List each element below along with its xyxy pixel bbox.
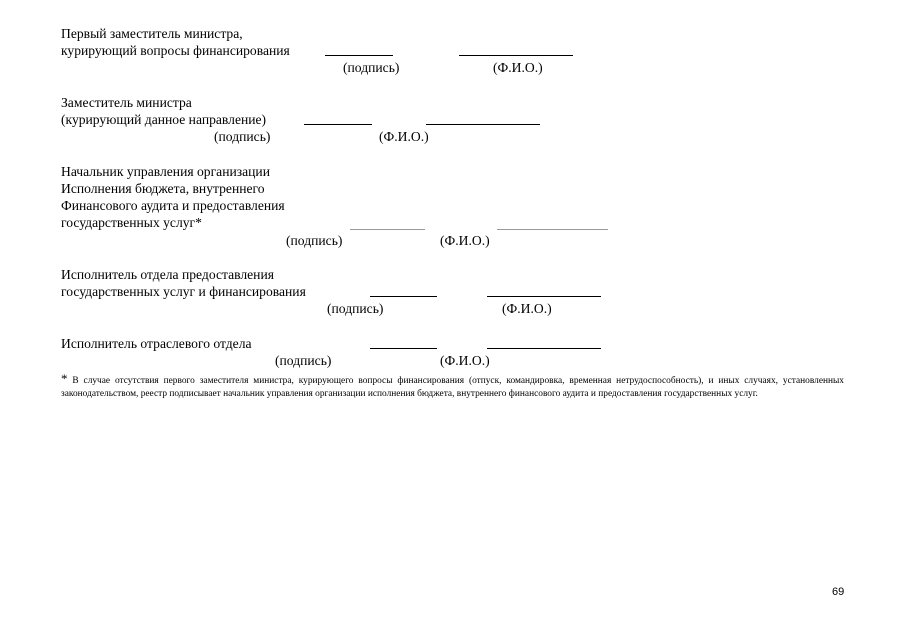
signer-title-line: государственных услуг* bbox=[61, 215, 202, 230]
signature-line bbox=[350, 229, 425, 230]
fio-line bbox=[497, 229, 608, 230]
signer-title-line: (курирующий данное направление) bbox=[61, 112, 267, 127]
signer-title-line: Исполнитель отраслевого отдела bbox=[61, 336, 252, 351]
fio-line bbox=[459, 55, 573, 56]
signer-title-line: Исполнитель отдела предоставления bbox=[61, 267, 274, 282]
signature-caption: (подпись) bbox=[286, 233, 343, 248]
signature-caption: (подпись) bbox=[214, 129, 271, 144]
footnote-text: В случае отсутствия первого заместителя министра, курирующего вопросы финансирования (отпуск, командировка, временная нетрудоспособность), и иных случаях, установленных законодательством, реестр подписывает начальник управления организации исполнения бюджета, внутреннего финансового аудита и предоставления государственных услуг. bbox=[61, 376, 844, 399]
signature-caption: (подпись) bbox=[343, 60, 400, 75]
signer-title-line: Исполнения бюджета, внутреннего bbox=[61, 181, 265, 196]
fio-caption: (Ф.И.О.) bbox=[440, 233, 490, 248]
signer-title-line: курирующий вопросы финансирования bbox=[61, 43, 290, 58]
fio-caption: (Ф.И.О.) bbox=[379, 129, 429, 144]
fio-caption: (Ф.И.О.) bbox=[502, 301, 552, 316]
signature-caption: (подпись) bbox=[327, 301, 384, 316]
signature-line bbox=[325, 55, 393, 56]
signature-line bbox=[304, 124, 372, 125]
signature-line bbox=[370, 296, 437, 297]
footnote bbox=[61, 372, 844, 401]
signer-title-line: государственных услуг и финансирования bbox=[61, 284, 306, 299]
fio-line bbox=[426, 124, 540, 125]
fio-line bbox=[487, 348, 601, 349]
page-number: 69 bbox=[832, 586, 845, 598]
footnote-asterisk: * bbox=[61, 371, 68, 386]
signer-title-line: Заместитель министра bbox=[61, 95, 192, 110]
signer-title-line: Начальник управления организации bbox=[61, 164, 270, 179]
signer-title-line: Первый заместитель министра, bbox=[61, 26, 243, 41]
fio-caption: (Ф.И.О.) bbox=[493, 60, 543, 75]
signature-caption: (подпись) bbox=[275, 353, 332, 368]
fio-caption: (Ф.И.О.) bbox=[440, 353, 490, 368]
signature-line bbox=[370, 348, 437, 349]
signer-title-line: Финансового аудита и предоставления bbox=[61, 198, 285, 213]
fio-line bbox=[487, 296, 601, 297]
